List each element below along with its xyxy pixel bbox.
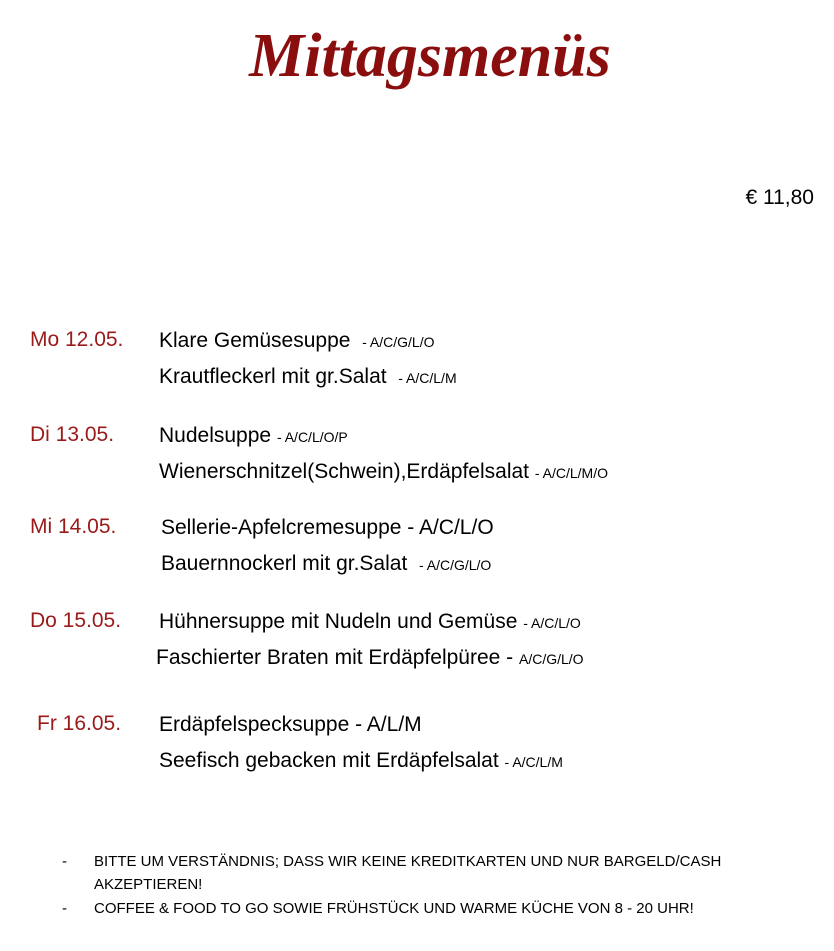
dish-name: Bauernnockerl mit gr.Salat: [161, 552, 408, 575]
allergen-codes: - A/C/L/M: [398, 370, 457, 386]
allergen-codes: - A/C/L/M/O: [534, 465, 608, 481]
main-dish: [159, 364, 457, 389]
soup-dish: [159, 609, 581, 634]
allergen-codes: - A/C/G/L/O: [362, 334, 435, 350]
main-dish: [159, 459, 608, 484]
main-dish: [156, 645, 584, 670]
soup-dish: [161, 515, 494, 540]
dish-name: Wienerschnitzel(Schwein),Erdäpfelsalat: [159, 460, 529, 483]
day-label: Do 15.05.: [30, 609, 122, 632]
main-dish: [161, 551, 491, 576]
menu-day-wednesday: [0, 515, 834, 585]
allergen-codes: - A/C/G/L/O: [418, 557, 492, 573]
dish-name: Hühnersuppe mit Nudeln und Gemüse: [159, 610, 518, 633]
menu-day-thursday: [0, 609, 834, 679]
dish-name: Klare Gemüsesuppe: [159, 329, 351, 352]
note-payment: - BITTE UM VERSTÄNDNIS; DASS WIR KEINE KREDITKARTEN UND NUR BARGELD/CASH AKZEPTIEREN!: [60, 850, 830, 897]
menu-day-tuesday: [0, 423, 834, 493]
allergen-codes: - A/C/L/M: [504, 754, 563, 770]
main-dish: [159, 748, 563, 773]
day-label: Mo 12.05.: [30, 328, 124, 351]
dish-name: Seefisch gebacken mit Erdäpfelsalat: [159, 749, 499, 772]
allergen-codes: - A/C/L/O: [523, 615, 581, 631]
soup-dish: [159, 328, 434, 353]
menu-day-monday: [0, 328, 834, 398]
dish-name: Krautfleckerl mit gr.Salat: [159, 365, 387, 388]
allergen-codes: A/C/G/L/O: [519, 651, 584, 667]
menu-price: € 11,80: [745, 186, 814, 209]
day-label: Mi 14.05.: [30, 515, 117, 538]
soup-dish: [159, 423, 348, 448]
notes-list: [60, 850, 830, 920]
dish-name: Nudelsuppe: [159, 424, 272, 447]
dish-name: Erdäpfelspecksuppe - A/L/M: [159, 713, 422, 736]
day-label: Fr 16.05.: [37, 712, 122, 735]
page-title: Mittagsmenüs: [249, 22, 611, 90]
dish-name: Faschierter Braten mit Erdäpfelpüree -: [156, 646, 514, 669]
soup-dish: [159, 712, 422, 737]
note-opening-hours: - COFFEE & FOOD TO GO SOWIE FRÜHSTÜCK UND WARME KÜCHE VON 8 - 20 UHR!: [60, 897, 830, 920]
menu-day-friday: [0, 712, 834, 782]
day-label: Di 13.05.: [30, 423, 115, 446]
dish-name: Sellerie-Apfelcremesuppe - A/C/L/O: [161, 516, 494, 539]
allergen-codes: - A/C/L/O/P: [276, 429, 348, 445]
